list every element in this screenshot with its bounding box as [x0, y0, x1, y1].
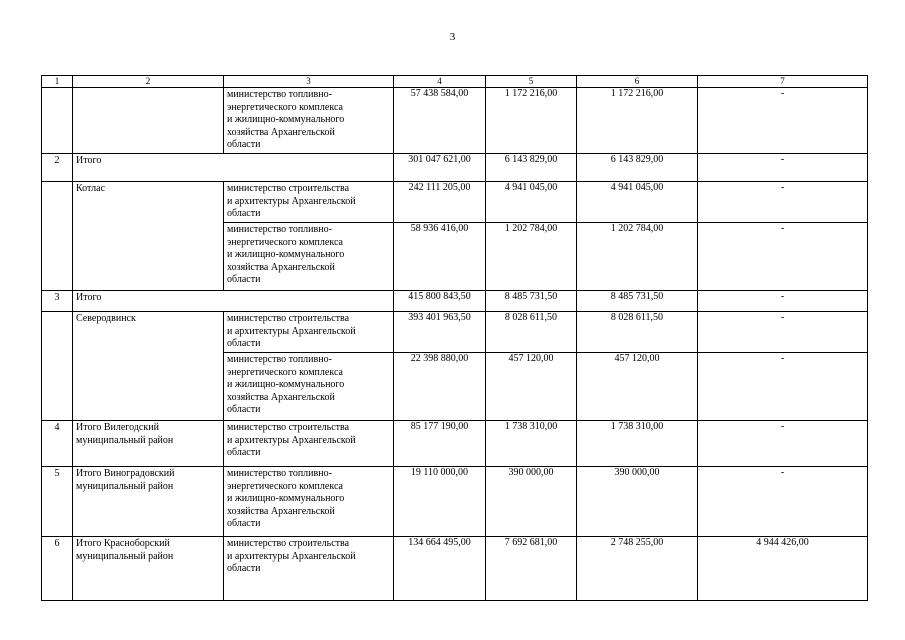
amount-cell: 8 028 611,50	[577, 312, 698, 353]
amount-cell: 2 748 255,00	[577, 537, 698, 601]
table-row	[42, 421, 868, 467]
amount-cell: 390 000,00	[577, 467, 698, 537]
amount-cell: 1 172 216,00	[577, 88, 698, 154]
page-number: 3	[449, 31, 456, 43]
ministry-cell: министерство топливно- энергетического комплекса и жилищно-коммунального хозяйства Архангельской области	[224, 467, 394, 537]
ministry-cell: министерство строительства и архитектуры Архангельской области	[224, 421, 394, 467]
amount-cell: 457 120,00	[486, 353, 577, 421]
amount-cell: 8 028 611,50	[486, 312, 577, 353]
municipality-cell	[73, 88, 224, 154]
municipality-name: Итого Красноборский муниципальный район	[73, 537, 224, 601]
ministry-cell: министерство строительства и архитектуры Архангельской области	[224, 537, 394, 601]
total-label: Итого	[73, 291, 394, 312]
amount-cell: 1 202 784,00	[577, 223, 698, 291]
amount-cell: 8 485 731,50	[486, 291, 577, 312]
amount-cell: 7 692 681,00	[486, 537, 577, 601]
municipality-name: Северодвинск	[73, 312, 224, 421]
table-row	[42, 312, 868, 353]
amount-cell: 1 172 216,00	[486, 88, 577, 154]
amount-cell: 242 111 205,00	[394, 182, 486, 223]
amount-cell: 4 941 045,00	[577, 182, 698, 223]
amount-cell: 390 000,00	[486, 467, 577, 537]
row-number: 5	[42, 467, 73, 537]
amount-cell: 85 177 190,00	[394, 421, 486, 467]
dash-cell: -	[698, 467, 868, 537]
table-row	[42, 182, 868, 223]
table-row	[42, 154, 868, 182]
dash-cell: -	[698, 312, 868, 353]
municipality-name: Итого Вилегодский муниципальный район	[73, 421, 224, 467]
dash-cell: -	[698, 291, 868, 312]
amount-cell: 6 143 829,00	[486, 154, 577, 182]
amount-cell: 457 120,00	[577, 353, 698, 421]
total-label: Итого	[73, 154, 394, 182]
amount-cell: 19 110 000,00	[394, 467, 486, 537]
ministry-cell: министерство топливно- энергетического комплекса и жилищно-коммунального хозяйства Архангельской области	[224, 223, 394, 291]
dash-cell: -	[698, 182, 868, 223]
amount-cell: 1 738 310,00	[577, 421, 698, 467]
amount-cell: 8 485 731,50	[577, 291, 698, 312]
column-number: 6	[577, 76, 698, 88]
row-number: 3	[42, 291, 73, 312]
amount-cell: 1 202 784,00	[486, 223, 577, 291]
row-number-cell	[42, 88, 73, 154]
column-number: 5	[486, 76, 577, 88]
amount-cell: 58 936 416,00	[394, 223, 486, 291]
amount-cell: 22 398 880,00	[394, 353, 486, 421]
dash-cell: -	[698, 223, 868, 291]
amount-cell: 1 738 310,00	[486, 421, 577, 467]
ministry-cell: министерство строительства и архитектуры Архангельской области	[224, 182, 394, 223]
column-number: 7	[698, 76, 868, 88]
table-row	[42, 88, 868, 154]
amount-cell: 301 047 621,00	[394, 154, 486, 182]
ministry-cell: министерство строительства и архитектуры Архангельской области	[224, 312, 394, 353]
amount-cell: 4 941 045,00	[486, 182, 577, 223]
row-number-cell	[42, 312, 73, 421]
table-row	[42, 467, 868, 537]
row-number: 6	[42, 537, 73, 601]
column-number-row	[42, 76, 868, 88]
ministry-cell: министерство топливно- энергетического комплекса и жилищно-коммунального хозяйства Архангельской области	[224, 353, 394, 421]
ministry-cell: министерство топливно- энергетического комплекса и жилищно-коммунального хозяйства Архангельской области	[224, 88, 394, 154]
column-number: 3	[224, 76, 394, 88]
row-number-cell	[42, 182, 73, 291]
dash-cell: -	[698, 88, 868, 154]
table-row	[42, 537, 868, 601]
row-number: 2	[42, 154, 73, 182]
amount-cell: 4 944 426,00	[698, 537, 868, 601]
municipality-name: Итого Виноградовский муниципальный район	[73, 467, 224, 537]
amount-cell: 6 143 829,00	[577, 154, 698, 182]
municipality-name: Котлас	[73, 182, 224, 291]
budget-table	[41, 75, 868, 601]
column-number: 2	[73, 76, 224, 88]
amount-cell: 415 800 843,50	[394, 291, 486, 312]
dash-cell: -	[698, 353, 868, 421]
amount-cell: 393 401 963,50	[394, 312, 486, 353]
amount-cell: 134 664 495,00	[394, 537, 486, 601]
amount-cell: 57 438 584,00	[394, 88, 486, 154]
table-row	[42, 291, 868, 312]
column-number: 1	[42, 76, 73, 88]
dash-cell: -	[698, 421, 868, 467]
row-number: 4	[42, 421, 73, 467]
column-number: 4	[394, 76, 486, 88]
dash-cell: -	[698, 154, 868, 182]
